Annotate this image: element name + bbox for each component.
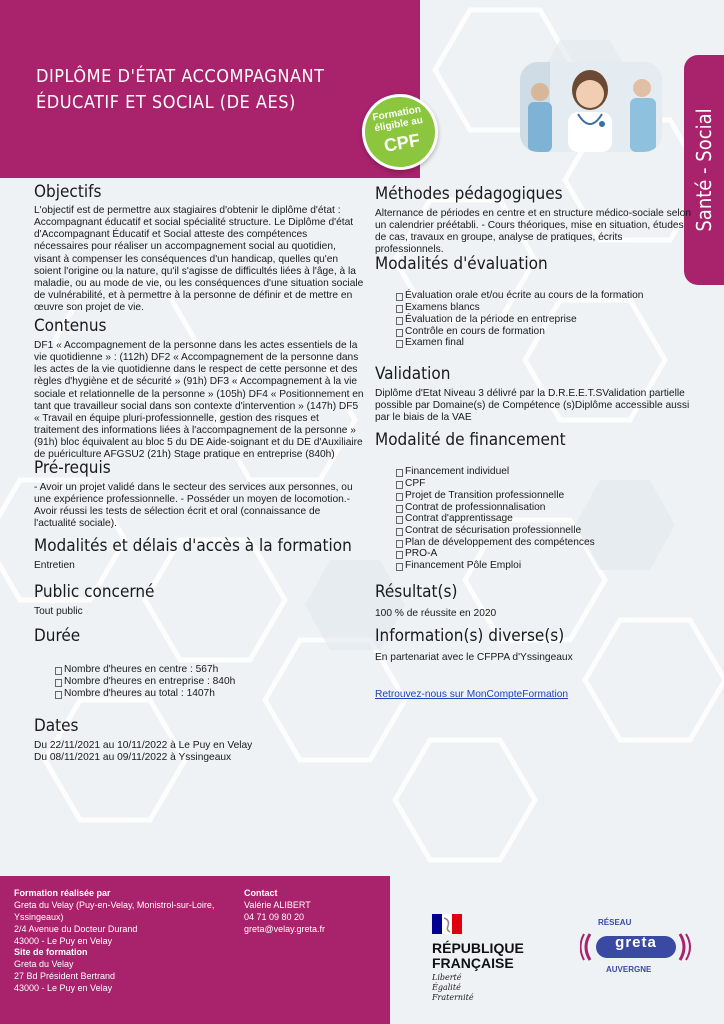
section-contenus <box>34 316 364 461</box>
section-text: DF1 « Accompagnement de la personne dans les actes essentiels de la vie quotidienne » : (112h) DF2 « Accompagnement de la personne dans les actes de la vie quotidienne dans le respect de cette personne et des règles d'hygiène et de sécurité » (91h) DF3 « Accompagnement à la vie sociale et relationnelle de la personne » (105h) DF4 « Positionnement en tant que travailleur social dans son contexte d'intervention » (147h) DF5 « Travail en équipe pluri-professionnelle, gestion des risques et traitement des informations liées à l'accompagnement de la personne » (91h) bloc équivalent au bloc 5 du DE Aide-soignant et du DE d'Auxiliaire de puériculture AFGSU2 (21h) Stage pratique en entreprise (840h) <box>34 340 364 460</box>
financement-list <box>375 466 691 571</box>
footer-line: Greta du Velay <box>14 959 74 970</box>
evaluation-list <box>375 290 691 349</box>
republique-francaise-logo <box>432 914 542 1009</box>
list-item: Nombre d'heures au total : 1407h <box>34 688 364 700</box>
section-validation <box>375 364 691 424</box>
list-item: PRO-A <box>375 548 691 560</box>
section-methodes <box>375 184 691 257</box>
date-line: Du 22/11/2021 au 10/11/2022 à Le Puy en Velay <box>34 740 253 752</box>
section-text: En partenariat avec le CFPPA d'Yssingeaux <box>375 652 573 664</box>
section-text: - Avoir un projet validé dans le secteur des services aux personnes, ou une expérience professionnelle. - Posséder un moyen de locomotion.- Avoir réussi les tests de sélection écrit et oral (connaissance de l'actualité sociale). <box>34 482 353 530</box>
footer-line: Yssingeaux) <box>14 911 64 922</box>
list-item: Contrat d'apprentissage <box>375 513 691 525</box>
section-objectifs <box>34 182 364 314</box>
page-title: DIPLÔME D'ÉTAT ACCOMPAGNANT ÉDUCATIF ET SOCIAL (DE AES) <box>36 66 325 114</box>
section-title: Modalités et délais d'accès à la formation <box>34 536 352 556</box>
greta-name-text: greta <box>615 934 657 951</box>
footer-heading: Contact <box>244 888 278 898</box>
section-text: Tout public <box>34 606 83 618</box>
category-label: Santé - Social <box>692 108 716 232</box>
cpf-badge-label: CPF <box>382 129 422 156</box>
list-item: Contrat de professionnalisation <box>375 502 691 514</box>
section-text: L'objectif est de permettre aux stagiaires d'obtenir le diplôme d'état : Accompagnant éducatif et social spécialité structure. Le Diplôme d'état d'Accompagnant Éducatif et Social atteste des compétences nécessaires pour réaliser un accompagnement social au quotidien, visant à compenser les conséquences d'un handicap, quelles qu'en soient l'origine ou la nature, qu'il s'agisse de difficultés liées à l'âge, à la maladie, ou au mode de vie, ou les conséquences d'une situation sociale de vulnérabilité, et à permettre à la personne de définir et de mettre en œuvre son projet de vie. <box>34 205 364 313</box>
section-title: Dates <box>34 716 79 736</box>
header-banner <box>0 0 420 178</box>
section-modalites-acces <box>34 536 364 572</box>
section-title: Méthodes pédagogiques <box>375 184 563 204</box>
moncompteformation-link-wrap <box>375 684 691 702</box>
section-evaluation <box>375 254 691 349</box>
list-item: Plan de développement des compétences <box>375 537 691 549</box>
list-item: Financement individuel <box>375 466 691 478</box>
francaise-text: FRANÇAISE <box>432 954 514 971</box>
section-title: Résultat(s) <box>375 582 458 602</box>
list-item: CPF <box>375 478 691 490</box>
footer-line: 27 Bd Président Bertrand <box>14 971 116 982</box>
greta-reseau-text: RÉSEAU <box>598 918 632 927</box>
section-title: Information(s) diverse(s) <box>375 626 565 646</box>
list-item: Examen final <box>375 337 691 349</box>
list-item: Nombre d'heures en entreprise : 840h <box>34 676 364 688</box>
section-title: Validation <box>375 364 451 384</box>
section-title: Durée <box>34 626 81 646</box>
section-dates <box>34 716 364 764</box>
section-text: 100 % de réussite en 2020 <box>375 608 497 620</box>
motto-liberte: Liberté <box>432 973 462 983</box>
footer-line: 43000 - Le Puy en Velay <box>14 935 113 946</box>
contact-email: greta@velay.greta.fr <box>244 923 326 934</box>
motto-fraternite: Fraternité <box>432 993 474 1003</box>
section-informations <box>375 626 691 664</box>
footer-heading: Formation réalisée par <box>14 888 111 898</box>
footer-line: 43000 - Le Puy en Velay <box>14 983 113 993</box>
section-financement <box>375 430 691 572</box>
list-item: Financement Pôle Emploi <box>375 560 691 572</box>
contact-phone: 04 71 09 80 20 <box>244 911 305 922</box>
section-title: Contenus <box>34 316 107 336</box>
section-text: Alternance de périodes en centre et en structure médico-sociale selon un calendrier préétabli. - Cours théoriques, mise en situation, études de cas, travaux en groupe, analyse de pratiques, écrits professionnels. <box>375 208 691 256</box>
section-duree <box>34 626 364 700</box>
republique-text: RÉPUBLIQUE <box>432 940 524 956</box>
footer-heading: Site de formation <box>14 947 88 958</box>
marianne-flag-icon <box>432 914 462 934</box>
duree-list <box>34 664 364 699</box>
section-title: Modalités d'évaluation <box>375 254 548 274</box>
section-title: Pré-requis <box>34 458 111 478</box>
section-title: Modalité de financement <box>375 430 566 450</box>
list-item: Examens blancs <box>375 302 691 314</box>
list-item: Contrat de sécurisation professionnelle <box>375 525 691 537</box>
section-text: Diplôme d'Etat Niveau 3 délivré par la D.R.E.E.T.SValidation partielle possible par Domaine(s) de Compétence (s)Diplôme accessible aussi par le biais de la VAE <box>375 388 690 424</box>
motto-egalite: Égalité <box>432 983 461 993</box>
medical-staff-image <box>520 62 662 152</box>
list-item: Évaluation orale et/ou écrite au cours de la formation <box>375 290 691 302</box>
header-photo <box>520 62 662 152</box>
list-item: Contrôle en cours de formation <box>375 326 691 338</box>
section-resultats <box>375 582 691 620</box>
footer-line: Greta du Velay (Puy-en-Velay, Monistrol-sur-Loire, <box>14 899 215 910</box>
contact-name: Valérie ALIBERT <box>244 899 311 910</box>
section-public <box>34 582 364 618</box>
date-line: Du 08/11/2021 au 09/11/2022 à Yssingeaux <box>34 752 232 764</box>
footer-contact-block <box>0 876 390 1024</box>
section-title: Public concerné <box>34 582 155 602</box>
section-title: Objectifs <box>34 182 102 202</box>
section-prerequis <box>34 458 364 531</box>
cpf-badge-text: Formation éligible au <box>371 104 424 134</box>
footer-line: 2/4 Avenue du Docteur Durand <box>14 923 138 934</box>
reseau-greta-logo <box>580 918 700 978</box>
section-text: Entretien <box>34 560 75 572</box>
footer-contact <box>244 888 384 936</box>
list-item: Évaluation de la période en entreprise <box>375 314 691 326</box>
greta-region-text: AUVERGNE <box>606 965 652 974</box>
list-item: Nombre d'heures en centre : 567h <box>34 664 364 676</box>
list-item: Projet de Transition professionnelle <box>375 490 691 502</box>
footer-organisation <box>14 888 244 995</box>
moncompteformation-link[interactable]: Retrouvez-nous sur MonCompteFormation <box>375 689 569 700</box>
